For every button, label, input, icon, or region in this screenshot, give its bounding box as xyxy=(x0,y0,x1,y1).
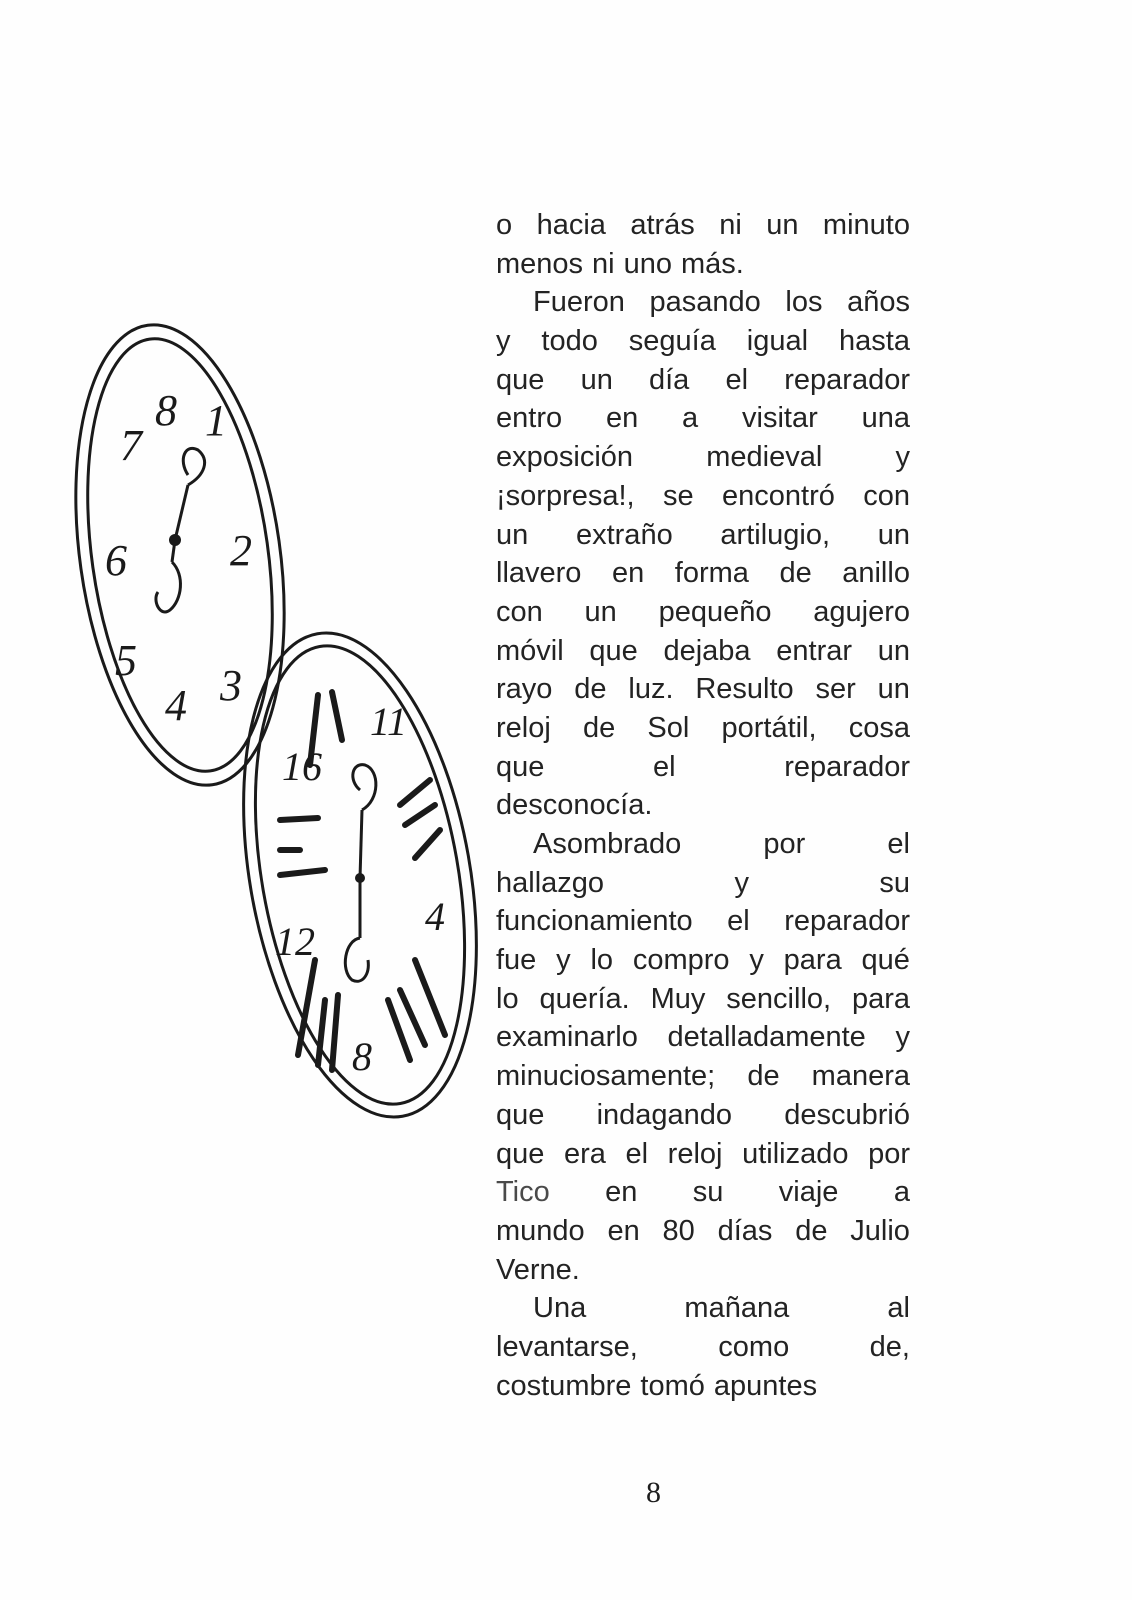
word: su xyxy=(879,866,910,899)
word: compro xyxy=(632,944,730,977)
word: el xyxy=(727,905,750,938)
word: lo xyxy=(496,982,519,1015)
word: un xyxy=(584,595,617,628)
word: un xyxy=(877,673,910,706)
svg-text:8: 8 xyxy=(155,386,177,435)
svg-text:12: 12 xyxy=(275,919,315,964)
text-line xyxy=(496,206,910,245)
word: hallazgo xyxy=(496,866,605,899)
word: al xyxy=(887,1292,910,1325)
word: cosa xyxy=(848,711,910,744)
word: de, xyxy=(869,1330,910,1363)
word: que xyxy=(496,1137,545,1170)
word: desconocía. xyxy=(496,789,653,822)
word: atrás xyxy=(630,209,695,241)
page-number: 8 xyxy=(646,1476,661,1509)
text-line xyxy=(496,786,910,825)
word: en xyxy=(607,1214,640,1247)
word: Julio xyxy=(850,1214,910,1247)
word: y xyxy=(895,441,910,474)
word: descubrió xyxy=(784,1098,910,1131)
text-line xyxy=(496,554,910,593)
word: visitar xyxy=(742,402,818,435)
word: por xyxy=(763,828,806,860)
text-line xyxy=(496,1289,910,1328)
text-line xyxy=(496,632,910,671)
word: y xyxy=(749,944,764,977)
word: y xyxy=(734,866,749,899)
svg-text:2: 2 xyxy=(230,526,252,575)
word: manera xyxy=(811,1060,910,1093)
word: Sol xyxy=(647,711,690,744)
text-line xyxy=(496,399,910,438)
word: mañana xyxy=(684,1292,790,1325)
text-line xyxy=(496,322,910,361)
word: apuntes xyxy=(713,1369,818,1402)
text-line xyxy=(496,1135,910,1174)
text-line xyxy=(496,283,910,322)
word: utilizado xyxy=(742,1137,849,1170)
word: funcionamiento xyxy=(496,905,693,938)
word: móvil xyxy=(496,634,564,667)
svg-text:3: 3 xyxy=(220,661,242,710)
text-line xyxy=(496,709,910,748)
word: con xyxy=(863,479,910,512)
text-line xyxy=(496,1057,910,1096)
word: medieval xyxy=(706,441,823,474)
text-line xyxy=(496,941,910,980)
word: igual xyxy=(746,325,809,358)
word: un xyxy=(580,363,613,396)
text-line xyxy=(496,1367,910,1406)
word: un xyxy=(877,518,910,551)
word: el xyxy=(887,828,910,860)
word: de xyxy=(747,1060,780,1093)
word: hacia xyxy=(536,209,606,241)
svg-text:4: 4 xyxy=(165,681,187,730)
word: días xyxy=(717,1214,773,1247)
word: Verne. xyxy=(496,1253,580,1286)
word: uno xyxy=(623,247,673,280)
text-line xyxy=(496,516,910,555)
word: artilugio, xyxy=(720,518,831,551)
word: viaje xyxy=(778,1176,839,1209)
text-line xyxy=(496,748,910,787)
word: sencillo, xyxy=(726,982,832,1015)
word: quería. xyxy=(539,982,630,1015)
word: como xyxy=(718,1330,790,1363)
word: un xyxy=(766,209,799,241)
word: agujero xyxy=(813,595,910,628)
text-line xyxy=(496,1328,910,1367)
word: ni xyxy=(719,209,742,241)
word: minuto xyxy=(822,209,910,241)
text-line xyxy=(496,593,910,632)
word: Tico xyxy=(496,1176,550,1209)
word: para xyxy=(783,944,842,977)
word: era xyxy=(563,1137,606,1170)
word: de xyxy=(582,711,616,744)
word: fue xyxy=(496,944,537,977)
word: ser xyxy=(815,673,856,706)
word: reloj xyxy=(496,711,551,744)
word: todo xyxy=(541,325,598,358)
svg-text:7: 7 xyxy=(120,421,142,470)
word: menos xyxy=(496,247,584,280)
word: luz. xyxy=(628,673,674,706)
word: por xyxy=(868,1137,910,1170)
word: de xyxy=(779,557,812,590)
word: entro xyxy=(496,402,563,435)
text-line xyxy=(496,438,910,477)
svg-text:6: 6 xyxy=(105,536,127,585)
word: y xyxy=(895,1021,910,1054)
word: qué xyxy=(861,944,910,977)
word: levantarse, xyxy=(496,1330,638,1363)
word: Muy xyxy=(650,982,706,1015)
word: Una xyxy=(533,1292,587,1325)
word: reparador xyxy=(784,905,910,938)
word: más. xyxy=(681,247,744,280)
word: en xyxy=(605,1176,638,1209)
word: portátil, xyxy=(721,711,817,744)
word: encontró xyxy=(722,479,835,512)
word: lo xyxy=(590,944,614,977)
word: indagando xyxy=(596,1098,733,1131)
text-line xyxy=(496,825,910,864)
text-line xyxy=(496,1096,910,1135)
text-line xyxy=(496,670,910,709)
word: exposición xyxy=(496,441,634,474)
word: un xyxy=(496,518,529,551)
text-line xyxy=(496,477,910,516)
word: tomó xyxy=(640,1369,705,1402)
text-line xyxy=(496,1212,910,1251)
word: seguía xyxy=(628,325,716,358)
word: anillo xyxy=(842,557,910,590)
word: en xyxy=(611,557,645,590)
svg-text:11: 11 xyxy=(370,699,408,744)
word: detalladamente xyxy=(667,1021,866,1054)
word: extraño xyxy=(575,518,673,551)
text-line xyxy=(496,1173,910,1212)
clocks-illustration xyxy=(70,300,500,1170)
svg-text:16: 16 xyxy=(282,744,322,789)
word: el xyxy=(653,750,676,783)
word: llavero xyxy=(496,557,582,590)
word: pasando xyxy=(649,286,761,319)
word: y xyxy=(556,944,571,977)
top-clock-numerals xyxy=(105,386,252,730)
body-text-column xyxy=(496,206,910,1405)
word: que xyxy=(496,363,545,396)
word: su xyxy=(692,1176,724,1209)
word: de xyxy=(795,1214,828,1247)
word: día xyxy=(649,363,690,396)
word: una xyxy=(861,402,910,435)
word: Fueron xyxy=(533,286,625,319)
text-line xyxy=(496,1018,910,1057)
word: ni xyxy=(592,247,615,280)
text-line xyxy=(496,864,910,903)
word: que xyxy=(589,634,638,667)
word: de xyxy=(574,673,607,706)
word: 80 xyxy=(662,1214,695,1247)
svg-text:8: 8 xyxy=(352,1034,372,1079)
word: se xyxy=(662,479,694,512)
word: los xyxy=(785,286,823,319)
word: un xyxy=(877,634,910,667)
word: el xyxy=(725,363,749,396)
word: para xyxy=(851,982,910,1015)
word: en xyxy=(605,402,639,435)
word: o xyxy=(496,209,513,241)
svg-text:4: 4 xyxy=(425,894,445,939)
text-line xyxy=(496,245,910,284)
svg-text:5: 5 xyxy=(115,636,137,685)
word: rayo xyxy=(496,673,553,706)
word: el xyxy=(625,1137,649,1170)
word: pequeño xyxy=(658,595,772,628)
text-line xyxy=(496,902,910,941)
word: dejaba xyxy=(663,634,751,667)
word: años xyxy=(847,286,910,319)
word: que xyxy=(496,1098,545,1131)
svg-text:1: 1 xyxy=(205,396,227,445)
text-line xyxy=(496,980,910,1019)
word: forma xyxy=(674,557,749,590)
text-line xyxy=(496,1251,910,1290)
text-line xyxy=(496,361,910,400)
word: que xyxy=(496,750,545,783)
word: mundo xyxy=(496,1214,585,1247)
word: ¡sorpresa!, xyxy=(496,479,635,512)
word: reloj xyxy=(667,1137,723,1170)
word: minuciosamente; xyxy=(496,1060,716,1093)
word: a xyxy=(682,402,699,435)
word: con xyxy=(496,595,543,628)
word: a xyxy=(893,1176,910,1209)
word: reparador xyxy=(784,750,910,783)
word: costumbre xyxy=(496,1369,632,1402)
melting-clocks-drawing xyxy=(70,300,500,1170)
word: reparador xyxy=(784,363,910,396)
word: Resulto xyxy=(695,673,794,706)
word: hasta xyxy=(839,325,910,358)
word: y xyxy=(496,325,511,358)
word: Asombrado xyxy=(533,828,682,860)
word: entrar xyxy=(776,634,853,667)
word: examinarlo xyxy=(496,1021,638,1054)
